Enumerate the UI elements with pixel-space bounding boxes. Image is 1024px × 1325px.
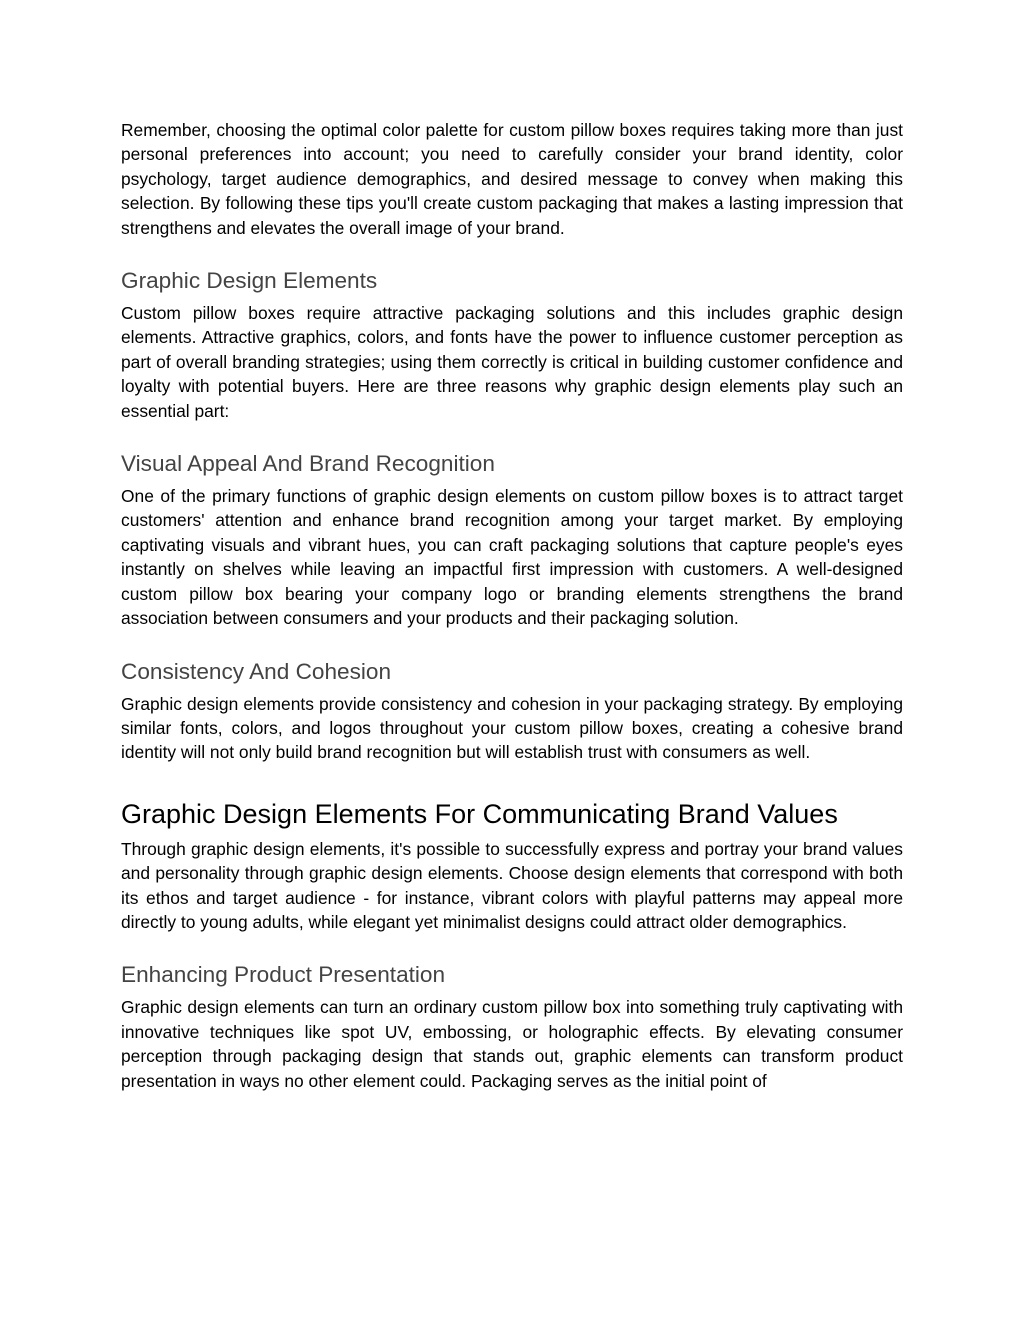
product-presentation-heading: Enhancing Product Presentation [121,962,446,988]
graphic-design-elements-paragraph: Custom pillow boxes require attractive packaging solutions and this includes graphic design elements. Attractive graphics, colors, and fonts have the power to influence customer perception as part of overall branding strategies; using them correctly is critical in building customer confidence and loyalty with potential buyers. Here are three reasons why graphic design elements play such an essential part: [121,303,903,421]
visual-appeal-paragraph: One of the primary functions of graphic design elements on custom pillow boxes is to attract target customers' attention and enhance brand recognition among your target market. By employing captivating visuals and vibrant hues, you can craft packaging solutions that capture people's eyes instantly on shelves while leaving an impactful first impression with customers. A well-designed custom pillow box bearing your company logo or branding elements strengthens the brand association between consumers and your products and their packaging solution. [121,486,903,629]
consistency-paragraph: Graphic design elements provide consistency and cohesion in your packaging strategy. By employing similar fonts, colors, and logos throughout your custom pillow boxes, creating a cohesive brand identity will not only build brand recognition but will establish trust with consumers as well. [121,693,903,763]
intro-paragraph: Remember, choosing the optimal color palette for custom pillow boxes requires taking more than just personal preferences into account; you need to carefully consider your brand identity, color psychology, target audience demographics, and desired message to convey when making this selection. By following these tips you'll create custom packaging that makes a lasting impression that strengthens and elevates the overall image of your brand. [121,120,903,238]
visual-appeal-heading: Visual Appeal And Brand Recognition [121,451,495,477]
brand-values-paragraph: Through graphic design elements, it's possible to successfully express and portray your brand values and personality through graphic design elements. Choose design elements that correspond with both its ethos and target audience - for instance, vibrant colors with playful patterns may appeal more directly to young adults, while elegant yet minimalist designs could attract older demographics. [121,838,903,932]
document-page [121,118,903,1093]
graphic-design-elements-heading: Graphic Design Elements [121,268,378,294]
product-presentation-paragraph: Graphic design elements can turn an ordinary custom pillow box into something truly captivating with innovative techniques like spot UV, embossing, or holographic effects. By elevating consumer perception through packaging design that stands out, graphic elements can transform product presentation in ways no other element could. Packaging serves as the initial point of [121,997,903,1091]
consistency-heading: Consistency And Cohesion [121,658,392,684]
brand-values-heading: Graphic Design Elements For Communicating Brand Values [121,798,838,829]
